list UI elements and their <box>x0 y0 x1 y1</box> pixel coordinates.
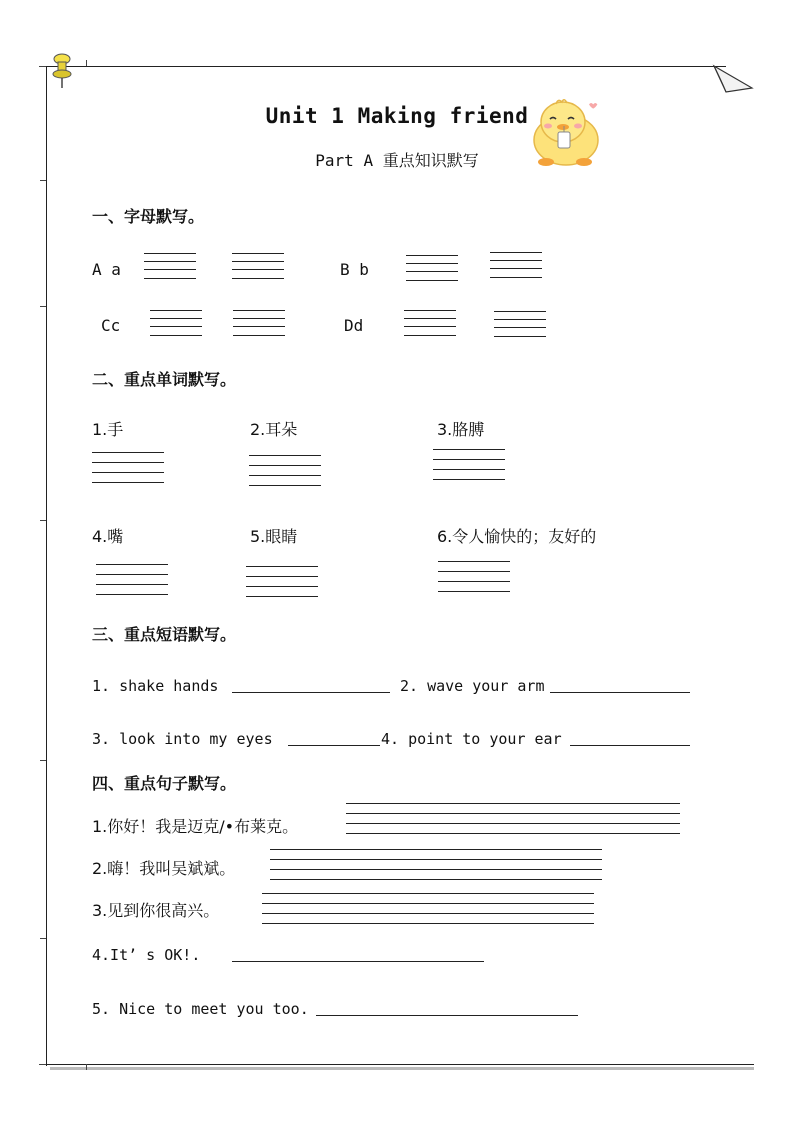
sentence-prompt: 5. Nice to meet you too. <box>92 1000 309 1018</box>
edge-mark <box>40 306 46 307</box>
page-subtitle: Part A 重点知识默写 <box>315 151 479 170</box>
page-border-shadow <box>50 1067 754 1070</box>
pushpin-icon <box>50 52 74 90</box>
corner-mark <box>86 1064 87 1070</box>
corner-mark <box>39 66 46 67</box>
phrase-prompt: 3. look into my eyes <box>92 730 273 748</box>
answer-line[interactable] <box>570 745 690 746</box>
word-prompt: 5.眼睛 <box>250 527 298 546</box>
phrase-prompt: 2. wave your arm <box>400 677 545 695</box>
word-prompt: 3.胳膊 <box>437 420 485 439</box>
page-border-bottom <box>46 1064 754 1065</box>
letter-label: Cc <box>101 316 121 335</box>
answer-line[interactable] <box>232 692 390 693</box>
answer-line[interactable] <box>550 692 690 693</box>
word-prompt: 4.嘴 <box>92 527 124 546</box>
sentence-prompt: 1.你好！我是迈克/•布莱克。 <box>92 817 299 836</box>
corner-mark <box>39 1064 46 1065</box>
word-prompt: 6.令人愉快的；友好的 <box>437 527 597 546</box>
section-heading: 一、字母默写。 <box>92 207 205 226</box>
page-title: Unit 1 Making friend <box>265 104 529 128</box>
sentence-prompt: 2.嗨！我叫吴斌斌。 <box>92 859 236 878</box>
section-heading: 二、重点单词默写。 <box>92 370 237 389</box>
answer-line[interactable] <box>316 1015 578 1016</box>
word-prompt: 2.耳朵 <box>250 420 298 439</box>
word-prompt: 1.手 <box>92 420 124 439</box>
edge-mark <box>40 520 46 521</box>
page-curl-icon <box>712 64 756 94</box>
sentence-prompt: 4.It’ s OK!. <box>92 946 201 964</box>
letter-label: B b <box>340 260 369 279</box>
corner-mark <box>86 60 87 66</box>
sentence-prompt: 3.见到你很高兴。 <box>92 901 220 920</box>
page-border-top <box>46 66 726 67</box>
phrase-prompt: 1. shake hands <box>92 677 219 695</box>
page-border-left <box>46 66 47 1066</box>
section-heading: 三、重点短语默写。 <box>92 625 237 644</box>
answer-line[interactable] <box>232 961 484 962</box>
answer-line[interactable] <box>288 745 380 746</box>
edge-mark <box>40 180 46 181</box>
edge-mark <box>40 938 46 939</box>
letter-label: A a <box>92 260 121 279</box>
section-heading: 四、重点句子默写。 <box>92 774 237 793</box>
letter-label: Dd <box>344 316 364 335</box>
phrase-prompt: 4. point to your ear <box>381 730 562 748</box>
edge-mark <box>40 760 46 761</box>
